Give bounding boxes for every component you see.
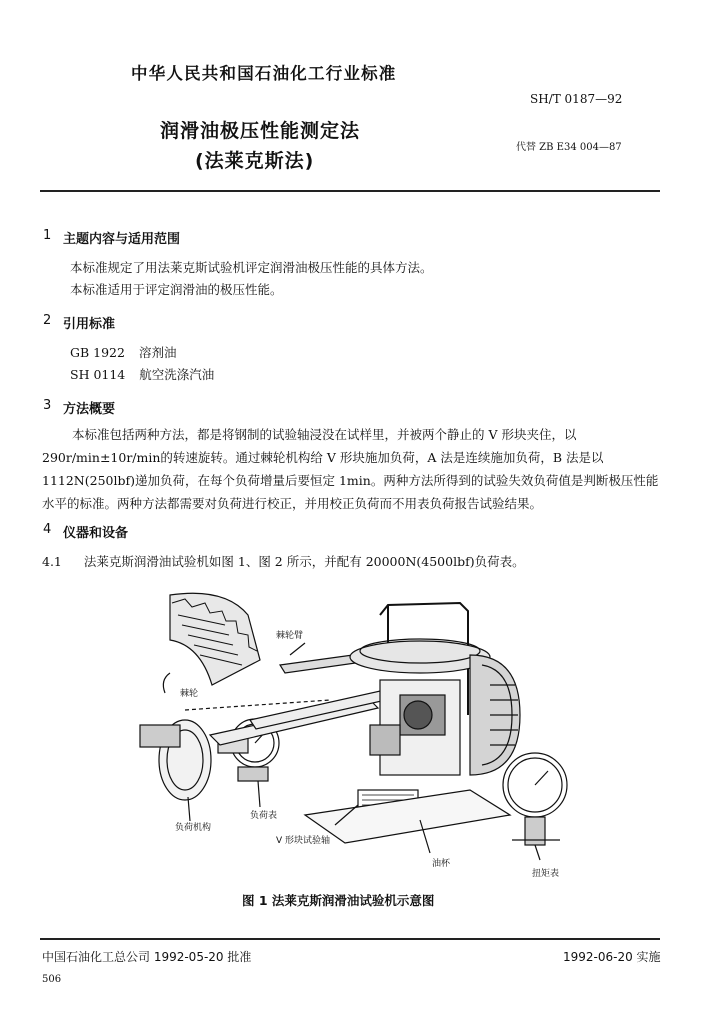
section-1-line-2: 本标准适用于评定润滑油的极压性能。 <box>70 282 283 297</box>
ratchet-wheel-segment <box>170 593 260 685</box>
label-ratchet: 棘轮 <box>180 689 199 699</box>
document-subtitle: (法莱克斯法) <box>195 150 315 172</box>
standard-code: SH/T 0187—92 <box>530 92 623 106</box>
label-load-gauge: 负荷表 <box>250 811 278 821</box>
approval-line: 中国石油化工总公司 1992-05-20 批准 <box>42 950 252 964</box>
section-3-number: 3 <box>43 398 52 413</box>
reference-item <box>70 365 214 383</box>
section-1-number: 1 <box>43 228 52 243</box>
ratchet-arrow <box>163 673 170 693</box>
clause-4-1-number: 4.1 <box>42 554 62 569</box>
section-3-paragraph <box>42 423 660 515</box>
section-2-number: 2 <box>43 313 52 328</box>
reference-code: SH 0114 <box>70 367 126 382</box>
clause-4-1-text: 法莱克斯润滑油试验机如图 1、图 2 所示，并配有 20000N(4500lbf)负荷表。 <box>83 554 525 569</box>
section-1-line-1: 本标准规定了用法莱克斯试验机评定润滑油极压性能的具体方法。 <box>70 260 433 275</box>
label-load-mechanism: 负荷机构 <box>175 823 212 833</box>
section-4-number: 4 <box>43 522 52 537</box>
reference-item <box>70 343 176 361</box>
label-oil-cup: 油杯 <box>432 859 451 869</box>
issuing-org: 中华人民共和国石油化工行业标准 <box>131 64 397 83</box>
label-ratchet-arm: 棘轮臂 <box>276 631 304 641</box>
reference-name: 航空洗涤汽油 <box>139 367 215 382</box>
section-1-title: 主题内容与适用范围 <box>63 232 181 247</box>
section-2-title: 引用标准 <box>63 317 116 332</box>
reference-name: 溶剂油 <box>138 345 177 360</box>
label-vblock-shaft: V 形块试验轴 <box>276 836 331 846</box>
label-torque-gauge: 扭矩表 <box>532 869 560 879</box>
section-4-title: 仪器和设备 <box>63 526 129 541</box>
figure-caption: 图 1 法莱克斯润滑油试验机示意图 <box>242 893 435 908</box>
clause-4-1 <box>42 552 525 570</box>
header-divider <box>40 190 660 192</box>
reference-code: GB 1922 <box>70 345 125 360</box>
effective-date: 1992-06-20 实施 <box>563 950 661 964</box>
replaces-standard: 代替 ZB E34 004—87 <box>516 142 622 153</box>
section-3-title: 方法概要 <box>63 402 116 417</box>
document-title: 润滑油极压性能测定法 <box>160 120 361 142</box>
falex-tester-figure <box>130 585 570 885</box>
page-number: 506 <box>42 974 62 985</box>
section-3-text: 本标准包括两种方法，都是将钢制的试验轴浸没在试样里，并被两个静止的 V 形块夹住，以 290r/min±10r/min的转速旋转。通过棘轮机构给 V 形块施加负荷，A 法是连续施加负荷，B 法是以 1112N(250lbf)递加负荷，在每个负荷增量后要恒定 1min。两种方法所得到的试验失效负荷值是判断极压性能水平的标准。两种方法都需要对负荷进行校正，并用校正负荷而不用表负荷报告试验结果。 <box>42 427 659 511</box>
footer-divider <box>40 938 660 940</box>
